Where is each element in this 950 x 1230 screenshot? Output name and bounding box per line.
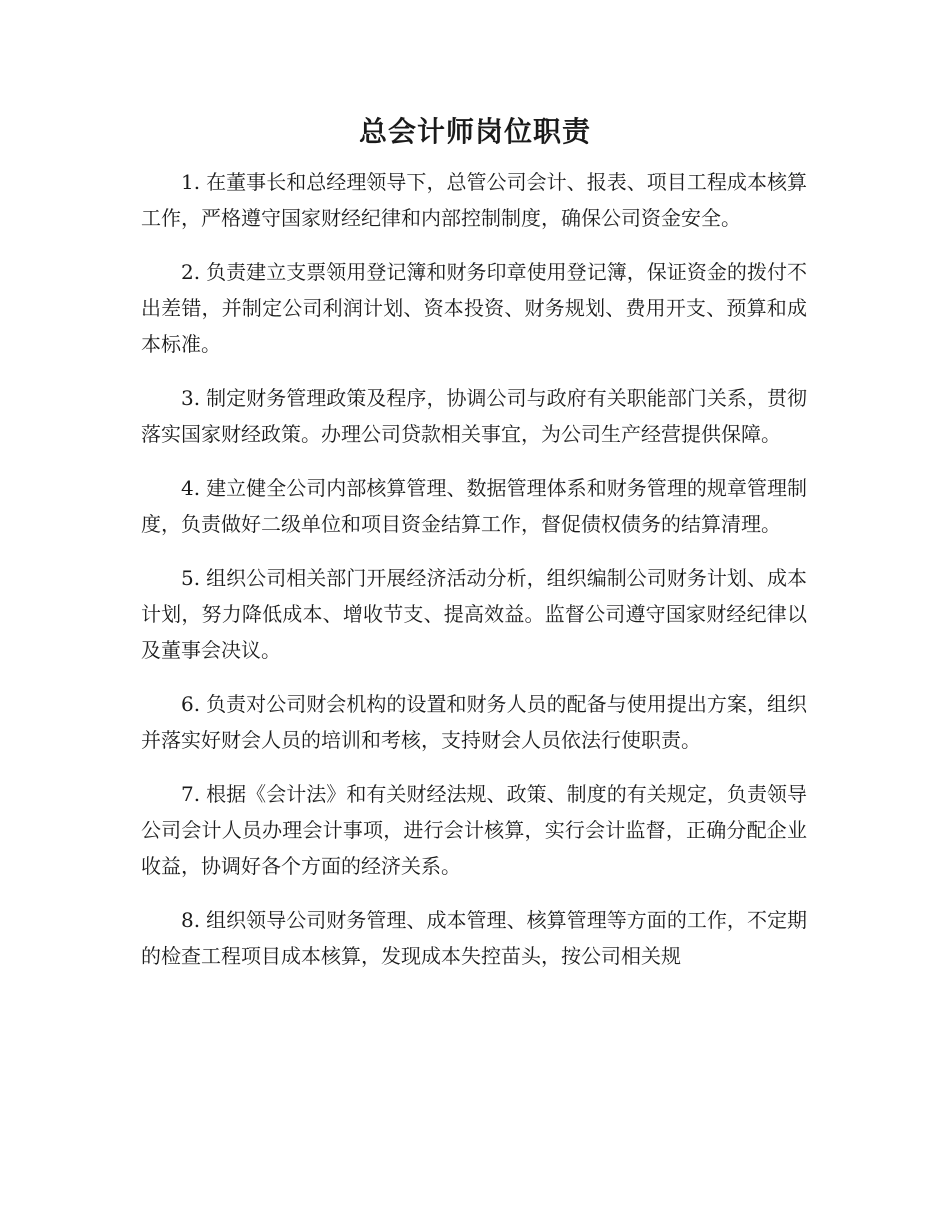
paragraph-text: 组织领导公司财务管理、成本管理、核算管理等方面的工作，不定期的检查工程项目成本核算，发现成本失控苗头，按公司相关规	[141, 908, 807, 968]
paragraph-text: 在董事长和总经理领导下，总管公司会计、报表、项目工程成本核算工作，严格遵守国家财经纪律和内部控制制度，确保公司资金安全。	[141, 170, 807, 230]
paragraph-number: 8.	[181, 908, 201, 932]
paragraph-4	[141, 470, 807, 542]
paragraph-number: 7.	[181, 782, 201, 806]
document-body	[141, 164, 807, 992]
paragraph-1	[141, 164, 807, 236]
paragraph-5	[141, 560, 807, 668]
paragraph-number: 6.	[181, 692, 201, 716]
paragraph-text: 负责对公司财会机构的设置和财务人员的配备与使用提出方案，组织并落实好财会人员的培训和考核，支持财会人员依法行使职责。	[141, 692, 807, 752]
paragraph-number: 5.	[181, 566, 201, 590]
paragraph-text: 根据《会计法》和有关财经法规、政策、制度的有关规定，负责领导公司会计人员办理会计事项，进行会计核算，实行会计监督，正确分配企业收益，协调好各个方面的经济关系。	[141, 782, 807, 878]
paragraph-2	[141, 254, 807, 362]
paragraph-3	[141, 380, 807, 452]
paragraph-number: 1.	[181, 170, 201, 194]
paragraph-text: 制定财务管理政策及程序，协调公司与政府有关职能部门关系，贯彻落实国家财经政策。办理公司贷款相关事宜，为公司生产经营提供保障。	[141, 386, 807, 446]
paragraph-number: 3.	[181, 386, 201, 410]
page-title: 总会计师岗位职责	[358, 115, 591, 148]
paragraph-text: 组织公司相关部门开展经济活动分析，组织编制公司财务计划、成本计划，努力降低成本、增收节支、提高效益。监督公司遵守国家财经纪律以及董事会决议。	[141, 566, 807, 662]
paragraph-7	[141, 776, 807, 884]
paragraph-text: 负责建立支票领用登记簿和财务印章使用登记簿，保证资金的拨付不出差错，并制定公司利润计划、资本投资、财务规划、费用开支、预算和成本标准。	[141, 260, 807, 356]
paragraph-6	[141, 686, 807, 758]
paragraph-text: 建立健全公司内部核算管理、数据管理体系和财务管理的规章管理制度，负责做好二级单位和项目资金结算工作，督促债权债务的结算清理。	[141, 476, 807, 536]
paragraph-number: 2.	[181, 260, 201, 284]
paragraph-number: 4.	[181, 476, 201, 500]
paragraph-8	[141, 902, 807, 974]
